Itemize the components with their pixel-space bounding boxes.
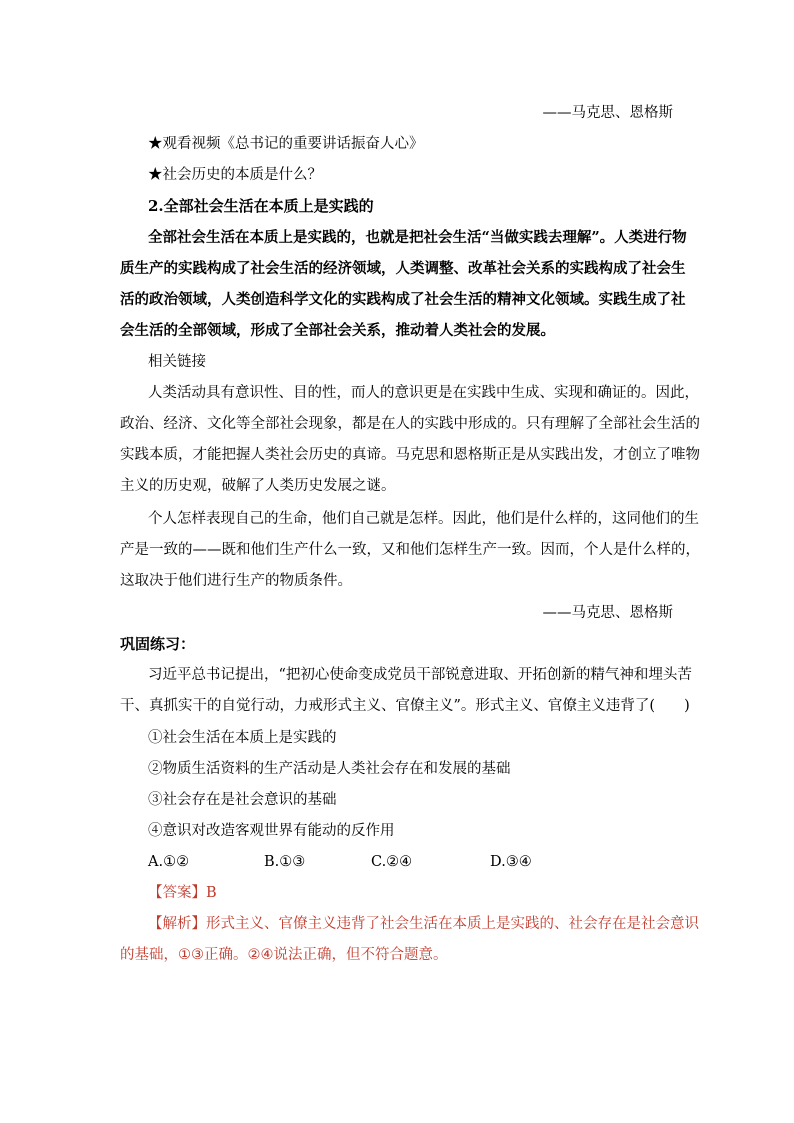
bold-paragraph-line-1: 全部社会生活在本质上是实践的，也就是把社会生活“当做实践去理解”。人类进行物	[148, 229, 687, 246]
statement-2: ②物质生活资料的生产活动是人类社会存在和发展的基础	[148, 761, 511, 777]
option-c: C.②④	[371, 854, 413, 870]
bold-paragraph-line-4: 会生活的全部领域，形成了全部社会关系，推动着人类社会的发展。	[120, 322, 555, 339]
analysis-line-1	[148, 917, 699, 932]
analysis-text-1: 形式主义、官僚主义违背了社会生活在本质上是实践的、社会存在是社会意识	[206, 916, 699, 932]
statement-3: ③社会存在是社会意识的基础	[148, 792, 337, 808]
bold-paragraph-line-3: 活的政治领域，人类创造科学文化的实践构成了社会生活的精神文化领域。实践生成了社	[120, 291, 686, 308]
section-heading: 2.全部社会生活在本质上是实践的	[148, 197, 374, 215]
statement-4: ④意识对改造客观世界有能动的反作用	[148, 823, 395, 839]
answer-line	[148, 886, 217, 901]
analysis-line-2: 的基础，①③正确。②④说法正确，但不符合题意。	[120, 947, 448, 963]
related-paragraph-line-2: 政治、经济、文化等全部社会现象，都是在人的实践中形成的。只有理解了全部社会生活的	[120, 416, 700, 432]
analysis-label: 【解析】	[148, 916, 206, 932]
attribution-top: ——马克思、恩格斯	[542, 105, 673, 121]
answer-label: 【答案】	[148, 885, 206, 901]
related-paragraph-line-4: 主义的历史观，破解了人类历史发展之谜。	[120, 478, 396, 494]
option-d: D.③④	[490, 854, 532, 870]
related-paragraph-line-3: 实践本质，才能把握人类社会历史的真谛。马克思和恩格斯正是从实践出发，才创立了唯物	[120, 447, 700, 463]
bold-paragraph-line-2: 质生产的实践构成了社会生活的经济领域，人类调整、改革社会关系的实践构成了社会生	[120, 260, 686, 277]
exercise-title: 巩固练习：	[120, 635, 196, 653]
quote-line-1: 个人怎样表现自己的生命，他们自己就是怎样。因此，他们是什么样的，这同他们的生	[148, 511, 699, 527]
answer-value: B	[206, 885, 217, 901]
question-line-2: 干、真抓实干的自觉行动，力戒形式主义、官僚主义”。形式主义、官僚主义违背了( )	[120, 698, 690, 714]
question-line-1: 习近平总书记提出，“把初心使命变成党员干部锐意进取、开拓创新的精气神和埋头苦	[148, 667, 692, 683]
option-a: A.①②	[148, 854, 190, 870]
video-prompt: ★观看视频《总书记的重要讲话振奋人心》	[148, 136, 424, 152]
statement-1: ①社会生活在本质上是实践的	[148, 730, 337, 746]
option-b: B.①③	[264, 854, 306, 870]
related-link-label: 相关链接	[148, 354, 206, 370]
quote-line-2: 产是一致的——既和他们生产什么一致，又和他们怎样生产一致。因而，个人是什么样的，	[120, 542, 700, 558]
related-paragraph-line-1: 人类活动具有意识性、目的性，而人的意识更是在实践中生成、实现和确证的。因此，	[148, 385, 699, 401]
quote-line-3: 这取决于他们进行生产的物质条件。	[120, 573, 352, 589]
attribution-bottom: ——马克思、恩格斯	[542, 605, 673, 621]
question-prompt: ★社会历史的本质是什么？	[148, 167, 322, 183]
